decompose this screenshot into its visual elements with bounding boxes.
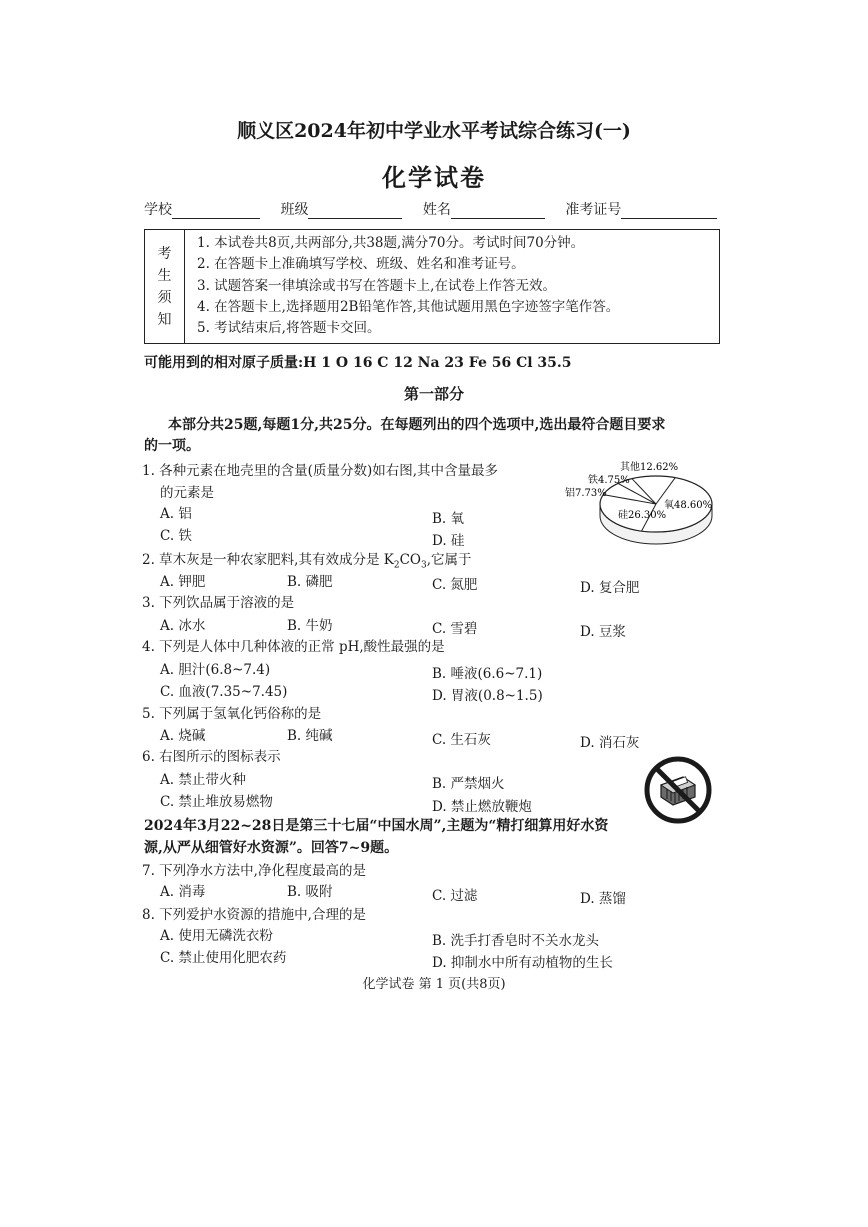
q7-option-d[interactable]: D. 蒸馏	[580, 891, 626, 907]
q2-option-a[interactable]: A. 钾肥	[160, 574, 206, 590]
q3-option-d[interactable]: D. 豆浆	[580, 624, 626, 640]
exam-id-field[interactable]	[621, 204, 717, 219]
part-title: 第一部分	[403, 385, 464, 403]
q5-option-d[interactable]: D. 消石灰	[580, 735, 640, 751]
info-fields	[144, 199, 717, 219]
pie-label-aluminum: 铝7.73%	[565, 488, 607, 499]
q5-stem: 5. 下列属于氢氧化钙俗称的是	[142, 706, 322, 722]
q6-option-c[interactable]: C. 禁止堆放易燃物	[160, 794, 273, 810]
no-fireworks-sign-icon	[643, 755, 713, 825]
pie-label-silicon: 硅26.30%	[618, 510, 667, 521]
q2-option-b[interactable]: B. 磷肥	[287, 574, 333, 590]
part-intro-line2: 的一项。	[144, 438, 200, 454]
q4-option-b[interactable]: B. 唾液(6.6~7.1)	[432, 666, 543, 682]
notice-item: 4. 在答题卡上,选择题用2B铅笔作答,其他试题用黑色字迹签字笔作答。	[197, 298, 620, 315]
class-label: 班级	[280, 202, 309, 218]
q6-option-a[interactable]: A. 禁止带火种	[160, 772, 246, 788]
class-field[interactable]	[308, 204, 402, 219]
q1-option-d[interactable]: D. 硅	[432, 533, 465, 549]
q5-option-a[interactable]: A. 烧碱	[160, 728, 206, 744]
atomic-masses: 可能用到的相对原子质量:H 1 O 16 C 12 Na 23 Fe 56 Cl 35.5	[144, 355, 572, 371]
school-field[interactable]	[172, 204, 260, 219]
q5-option-c[interactable]: C. 生石灰	[432, 732, 491, 748]
notice-heading: 考 生 须 知	[145, 230, 185, 343]
name-field[interactable]	[451, 204, 545, 219]
part-intro-line1: 本部分共25题,每题1分,共25分。在每题列出的四个选项中,选出最符合题目要求	[168, 417, 666, 433]
notice-item: 2. 在答题卡上准确填写学校、班级、姓名和准考证号。	[197, 256, 525, 273]
q7-option-c[interactable]: C. 过滤	[432, 888, 478, 904]
q4-stem: 4. 下列是人体中几种体液的正常 pH,酸性最强的是	[142, 639, 445, 655]
notice-item: 3. 试题答案一律填涂或书写在答题卡上,在试卷上作答无效。	[197, 277, 556, 294]
q5-option-b[interactable]: B. 纯碱	[287, 728, 333, 744]
water-week-context-line2: 源,从严从细管好水资源”。回答7~9题。	[144, 840, 399, 856]
q8-option-a[interactable]: A. 使用无磷洗衣粉	[160, 928, 273, 944]
q1-option-a[interactable]: A. 铝	[160, 506, 192, 522]
q8-option-b[interactable]: B. 洗手打香皂时不关水龙头	[432, 933, 600, 949]
q1-stem-line2: 的元素是	[160, 485, 214, 501]
q3-option-b[interactable]: B. 牛奶	[287, 618, 333, 634]
q6-option-d[interactable]: D. 禁止燃放鞭炮	[432, 799, 532, 815]
pie-label-other: 其他12.62%	[620, 462, 679, 473]
notice-list	[197, 233, 619, 339]
pie-label-oxygen: 氧48.60%	[664, 500, 713, 511]
q7-stem: 7. 下列净水方法中,净化程度最高的是	[142, 863, 366, 879]
school-label: 学校	[144, 202, 172, 218]
q1-option-b[interactable]: B. 氧	[432, 511, 465, 527]
exam-id-label: 准考证号	[565, 202, 622, 218]
q4-option-c[interactable]: C. 血液(7.35~7.45)	[160, 684, 288, 700]
notice-item: 5. 考试结束后,将答题卡交回。	[197, 320, 381, 337]
q6-option-b[interactable]: B. 严禁烟火	[432, 776, 505, 792]
pie-label-iron: 铁4.75%	[588, 475, 630, 486]
page-footer: 化学试卷 第 1 页(共8页)	[362, 977, 506, 992]
q8-stem: 8. 下列爱护水资源的措施中,合理的是	[142, 907, 366, 923]
q1-stem-line1: 1. 各种元素在地壳里的含量(质量分数)如右图,其中含量最多	[142, 463, 498, 479]
q4-option-d[interactable]: D. 胃液(0.8~1.5)	[432, 688, 543, 704]
exam-subject: 化学试卷	[382, 163, 486, 192]
q2-option-d[interactable]: D. 复合肥	[580, 580, 640, 596]
q2-option-c[interactable]: C. 氮肥	[432, 577, 478, 593]
q6-stem: 6. 右图所示的图标表示	[142, 749, 281, 765]
q2-stem: 2. 草木灰是一种农家肥料,其有效成分是 $K_2CO_3$,它属于	[142, 552, 472, 571]
q1-option-c[interactable]: C. 铁	[160, 528, 192, 544]
notice-item: 1. 本试卷共8页,共两部分,共38题,满分70分。考试时间70分钟。	[197, 235, 585, 251]
water-week-context-line1: 2024年3月22~28日是第三十七届“中国水周”,主题为“精打细算用好水资	[144, 818, 609, 834]
exam-title: 顺义区2024年初中学业水平考试综合练习(一)	[237, 120, 631, 142]
q3-stem: 3. 下列饮品属于溶液的是	[142, 595, 295, 611]
name-label: 姓名	[422, 202, 451, 218]
q8-option-d[interactable]: D. 抑制水中所有动植物的生长	[432, 955, 613, 971]
q7-option-b[interactable]: B. 吸附	[287, 884, 333, 900]
q3-option-a[interactable]: A. 冰水	[160, 618, 206, 634]
notice-box	[144, 229, 720, 344]
q4-option-a[interactable]: A. 胆汁(6.8~7.4)	[160, 662, 271, 678]
q7-option-a[interactable]: A. 消毒	[160, 884, 206, 900]
q3-option-c[interactable]: C. 雪碧	[432, 621, 478, 637]
q8-option-c[interactable]: C. 禁止使用化肥农药	[160, 950, 287, 966]
crust-element-pie-chart	[560, 456, 725, 548]
